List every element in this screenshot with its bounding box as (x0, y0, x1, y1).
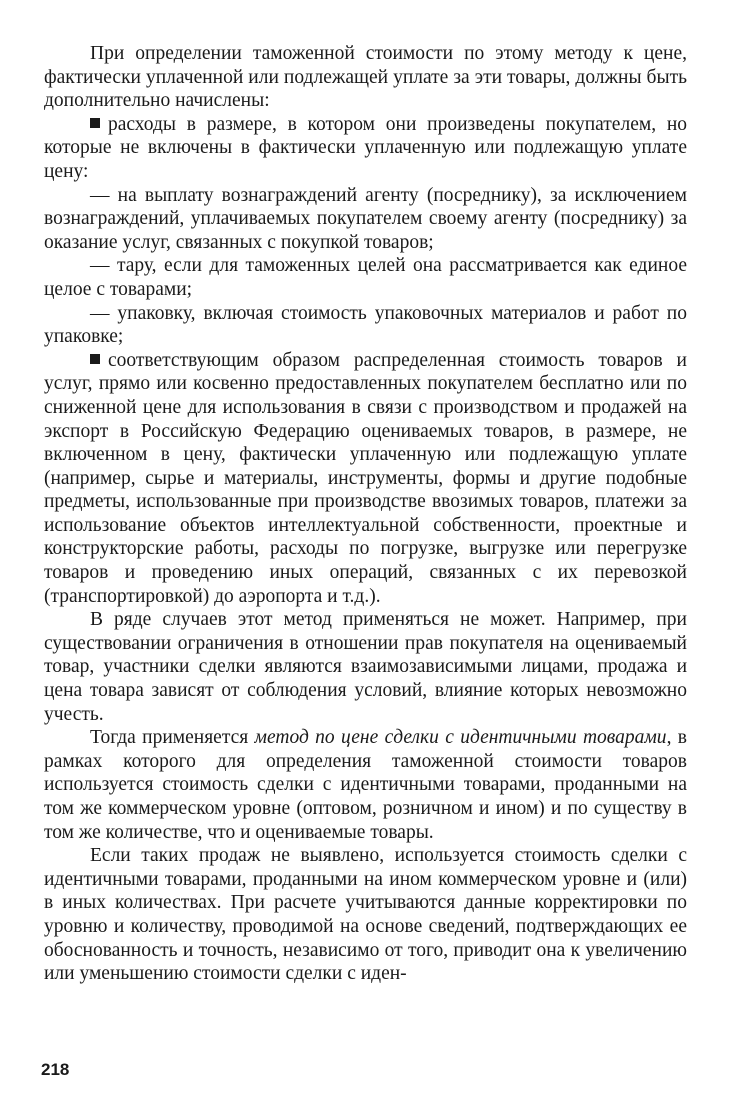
paragraph-bullet-expenses: расходы в размере, в котором они произведены покупателем, но которые не включены в фактически уплаченную или подлежащую уплате цену: (44, 113, 687, 182)
method-term: метод по цене сделки с идентичными товарами (254, 727, 667, 749)
square-bullet-icon (90, 354, 100, 364)
paragraph-dash-container: — тару, если для таможенных целей она рассматривается как единое целое с товарами; (44, 255, 687, 300)
body-text (44, 42, 687, 986)
square-bullet-icon (90, 118, 100, 128)
paragraph-identical-goods-method: Тогда применяется метод по цене сделки с идентичными товарами, в рамках которого для определения таможенной стоимости товаров используется стоимость сделки с идентичными товарами, проданными на том же коммерческом уровне (оптовом, розничном и ином) и по существу в том же количестве, что и оцениваемые товары. (44, 727, 687, 843)
paragraph-intro: При определении таможенной стоимости по этому методу к цене, фактически уплаченной или подлежащей уплате за эти товары, должны быть дополнительно начислены: (44, 43, 687, 112)
paragraph-bullet-goods-services: соответствующим образом распределенная стоимость товаров и услуг, прямо или косвенно предоставленных покупателем бесплатно или по сниженной цене для использования в связи с производством и продажей на экспорт в Российскую Федерацию оцениваемых товаров, в размере, не включенном в цену, фактически уплаченную или подлежащую уплате (например, сырье и материалы, инструменты, формы и другие подобные предметы, использованные при производстве ввозимых товаров, платежи за использование объектов интеллектуальной собственности, проектные и конструкторские работы, расходы по погрузке, выгрузке или перегрузке товаров и проведению иных операций, связанных с их перевозкой (транспортировкой) до аэропорта и т.д.). (44, 349, 687, 607)
paragraph-limitations: В ряде случаев этот метод применяться не может. Например, при существовании ограничения в отношении прав покупателя на оцениваемый товар, участники сделки являются взаимозависимыми лицами, продажа и цена товара зависят от соблюдения условий, влияние которых невозможно учесть. (44, 609, 687, 725)
paragraph-dash-agent: — на выплату вознаграждений агенту (посреднику), за исключением вознаграждений, уплачиваемых покупателем своему агенту (посреднику) за оказание услуг, связанных с покупкой товаров; (44, 184, 687, 253)
page-number: 218 (41, 1060, 70, 1079)
paragraph-other-levels: Если таких продаж не выявлено, используется стоимость сделки с идентичными товарами, проданными на ином коммерческом уровне и (или) в иных количествах. При расчете учитываются данные корректировки по уровню и количеству, проводимой на основе сведений, подтверждающих ее обоснованность и точность, независимо от того, приводит она к увеличению или уменьшению стоимости сделки с иден- (44, 845, 687, 985)
paragraph-dash-packaging: — упаковку, включая стоимость упаковочных материалов и работ по упаковке; (44, 302, 687, 348)
